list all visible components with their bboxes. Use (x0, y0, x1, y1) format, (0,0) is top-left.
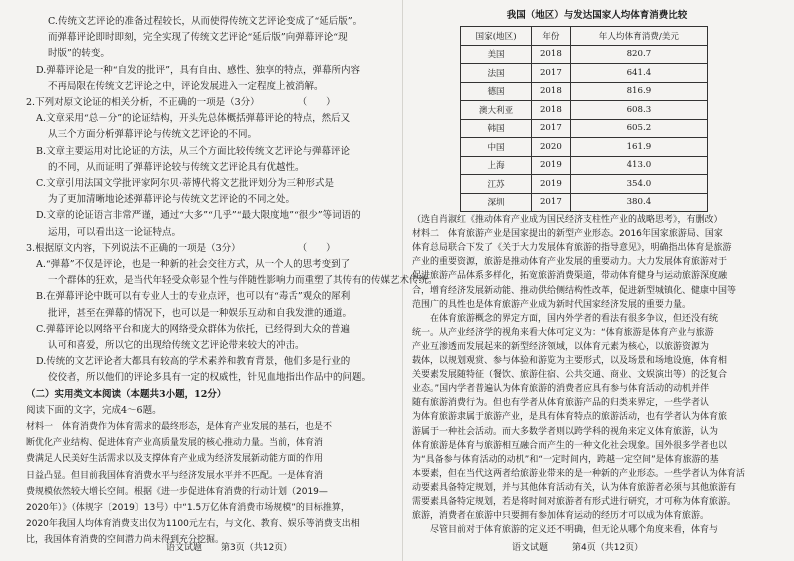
table-row (461, 45, 708, 64)
text-line: 批评，甚至在弹幕的情况下，也可以是一种娱乐互动和自我发泄的通道。 (48, 307, 353, 319)
text-line: C.传统文艺评论的准备过程较长，从而使得传统文艺评论变成了“延后版”。 (48, 16, 363, 27)
table-cell: 816.9 (570, 82, 707, 101)
text-line: 在体育旅游概念的界定方面，国内外学者的看法有很多争议，但还没有统 (412, 313, 719, 324)
text-line: 认可和喜爱，所以它的出现给传统文艺评论带来较大的冲击。 (48, 340, 305, 351)
text-line: 为体育旅游隶属于旅游产业，是具有体育特点的旅游活动，也有学者认为体育旅 (412, 412, 728, 423)
text-line: 2020年我国人均体育消费支出仅为1100元左右，与文化、教育、娱乐等消费支出相 (26, 519, 360, 530)
text-line: D.弹幕评论是一种“自发的批评”，具有自由、感性、独享的特点，弹幕所内容 (36, 64, 361, 76)
left-footer-title: 语文试题 (166, 543, 203, 553)
text-line: 促进旅游产品体系多样化，拓宽旅游消费渠道，带动体育健身与运动旅游深度融 (412, 271, 728, 282)
table-cell: 江苏 (461, 175, 532, 194)
table-cell: 法国 (461, 64, 532, 83)
text-line: C.弹幕评论以网络平台和庞大的网络受众群体为依托，已经得到大众的普遍 (36, 323, 350, 335)
table-row (461, 156, 708, 175)
table-header-cell: 国家(地区) (461, 27, 532, 46)
table-header-row (461, 27, 708, 46)
text-line: B.在弹幕评论中既可以有专业人士的专业点评，也可以有“毒舌”观众的犀利 (36, 291, 351, 303)
table-cell: 605.2 (570, 119, 707, 138)
table-row (461, 101, 708, 120)
table-header-cell: 年人均体育消费/美元 (570, 27, 707, 46)
table-cell: 2018 (532, 45, 571, 64)
table-cell: 2019 (532, 175, 571, 194)
table-header-cell: 年份 (532, 27, 571, 46)
table-cell: 380.4 (570, 193, 707, 212)
right-footer-title: 语文试题 (512, 543, 549, 553)
table-cell: 161.9 (570, 138, 707, 157)
text-line: C.文章引用法国文学批评家阿尔贝·蒂博代将文艺批评划分为三种形式是 (36, 178, 334, 189)
table-row (461, 82, 708, 101)
right-page (412, 0, 782, 561)
text-line: 旅游，消费者在旅游中只要拥有参加体育运动的经历才可以成为体育旅游。 (412, 511, 710, 522)
text-line: 从三个方面分析弹幕评论与传统文艺评论的不同。 (48, 129, 258, 141)
table-cell: 美国 (461, 45, 532, 64)
text-line: 日益凸显。但目前我国体育消费水平与经济发展水平并不匹配。一是体育消 (26, 470, 324, 481)
table-cell: 354.0 (570, 175, 707, 194)
table-cell: 韩国 (461, 119, 532, 138)
text-line: 佼佼者，所以他们的评论多具有一定的权威性，针见血地指出作品中的问题。 (48, 372, 372, 384)
table-cell: 2017 (532, 64, 571, 83)
text-line: 2020年）》（体规字〔2019〕13号）中“1.5万亿体育消费市场规模”的目标推算， (26, 503, 350, 513)
text-line: D.传统的文艺评论者大都具有较高的学术素养和教育背景，他们多是行业的 (36, 356, 351, 368)
table-cell: 2019 (532, 156, 571, 175)
left-footer-page: 第3页（共12页） (221, 543, 293, 553)
text-line: 随有旅游消费行为。但也有学者从体育旅游产品的归类来界定，一些学者认 (412, 398, 710, 409)
text-line: 尽管目前对于体育旅游的定义还不明确，但无论从哪个角度来看，体育与 (412, 525, 719, 536)
text-line: 费满足人民美好生活需求以及支撑体育产业成为经济发展新动能方面的作用 (26, 454, 324, 465)
text-line: 材料二 体育旅游产业是国家提出的新型产业形态。2016年国家旅游局、国家 (412, 229, 723, 240)
text-line: 合，增育经济发展新动能、推动供给侧结构性改革，促进新型城镇化、健康中国等 (412, 285, 737, 296)
table-row (461, 138, 708, 157)
text-line: 2.下列对原文论证的相关分析，不正确的一项是（3分） （ ） (26, 97, 336, 108)
text-line: 而弹幕评论即时即刻，完全实现了传统文艺评论“延后版”向弹幕评论“现 (48, 32, 348, 44)
table-cell: 413.0 (570, 156, 707, 175)
text-line: 统一。从产业经济学的视角来看大体可定义为：“体育旅游是体育产业与旅游 (412, 327, 714, 338)
table-row (461, 119, 708, 138)
text-line: 为了更加清晰地论述弹幕评论与传统文艺评论的不同之处。 (48, 194, 296, 206)
text-line: 体育总局联合下发了《关于大力发展体育旅游的指导意见》，明确指出体育是旅游 (412, 243, 732, 254)
table-cell: 德国 (461, 82, 532, 101)
table-cell: 2018 (532, 82, 571, 101)
text-line: 比，我国体育消费的空间潜力尚未得到充分挖掘。 (26, 535, 225, 546)
text-line: 运用，可以看出这一论证特点。 (48, 226, 182, 238)
table-cell: 2020 (532, 138, 571, 157)
text-line: D.文章的论证语言非常严谨，通过“大多”“几乎”“最大限度地”“很少”等词语的 (36, 210, 361, 222)
table-cell: 641.4 (570, 64, 707, 83)
text-line: 本要素，但在当代这两者给旅游业带来的是一种新的产业形态。一些学者认为体育活 (412, 468, 746, 479)
text-line: 关要素发展随特征（餐饮、旅游住宿、公共交通、商业、文娱演出等）的泛复合 (412, 370, 728, 381)
table-title: 我国（地区）与发达国家人均体育消费比较 (506, 10, 688, 21)
text-line: 业态。”国内学者普遍认为体育旅游的消费者应具有参与体育活动的动机并伴 (412, 384, 710, 395)
text-line: 材料一 体育消费作为体育需求的最终形态，是体育产业发展的基石，也是不 (26, 422, 333, 432)
text-line: 产业互渗透而发展起来的新型经济领域，以体育元素为核心，以旅游资源为 (412, 341, 710, 352)
table-cell: 608.3 (570, 101, 707, 120)
text-line: 断优化产业结构、促进体育产业高质量发展的核心推动力量。当前，体育消 (26, 438, 324, 449)
text-line: A.“弹幕”不仅是评论，也是一种新的社会交往方式，从一个人的思考变到了 (36, 259, 351, 270)
text-line: （二）实用类文本阅读（本题共3小题，12分） (26, 388, 227, 400)
table-cell: 2017 (532, 119, 571, 138)
table-row (461, 175, 708, 194)
table-cell: 澳大利亚 (461, 101, 532, 120)
table-cell: 上海 (461, 156, 532, 175)
table-cell: 中国 (461, 138, 532, 157)
text-line: 游属于一种社会活动。而大多数学者则以跨学科的视角来定义体育旅游，认为 (412, 426, 719, 437)
text-line: 一个群体的狂欢，是当代年轻受众彰显个性与伴随性影响力而重塑了其传有的传媒艺术传统。 (48, 275, 438, 287)
text-line: 为“具备参与体育活动的动机”和“一定时间内，跨越一定空间”是体育旅游的基 (412, 454, 719, 465)
text-line: 载体，以规划观赏、参与体验和游览为主要形式，以及场景和场地设施，体育相 (412, 356, 728, 366)
table-cell: 深圳 (461, 193, 532, 212)
text-line: 的不同，从而证明了弹幕评论较与传统文艺评论具有优越性。 (48, 161, 305, 173)
table-cell: 2017 (532, 193, 571, 212)
text-line: 不再局限在传统文艺评论之中，评论发展进入一定程度上被消解。 (48, 80, 324, 92)
consumption-table (460, 26, 708, 212)
text-line: 需要素具备特定规划，若是将时间对旅游者有形式进行研究，才可称为体育旅游。 (412, 497, 737, 507)
text-line: 3.根据原文内容，下列说法不正确的一项是（3分） （ ） (26, 242, 336, 254)
text-line: 体育旅游是体育与旅游相互融合而产生的一种文化社会现象。国外很多学者也以 (412, 440, 728, 451)
left-page (26, 0, 438, 561)
text-line: 费规模依然较大增长空间。根据《进一步促进体育消费的行动计划（2019— (26, 486, 328, 497)
text-line: 阅读下面的文字，完成4～6题。 (26, 404, 162, 416)
table-row (461, 193, 708, 212)
text-line: 动要素具备特定规划，并与其他体育活动有关，认为体育旅游者必须与其他旅游有 (412, 482, 737, 493)
text-line: （选自肖淑红《推动体育产业成为国民经济支柱性产业的战略思考》，有删改） (412, 215, 723, 225)
table-cell: 820.7 (570, 45, 707, 64)
text-line: 产业的重要资源，旅游是推动体育产业发展的重要动力。大力发展体育旅游对于 (412, 257, 728, 268)
text-line: 时版”的转变。 (48, 48, 110, 60)
right-footer-page: 第4页（共12页） (572, 543, 644, 553)
text-line: B.文章主要运用对比论证的方法，从三个方面比较传统文艺评论与弹幕评论 (36, 145, 351, 157)
text-line: 范围广的具性也是体育旅游产业成为新时代国家经济发展的重要力量。 (412, 299, 692, 310)
text-line: A.文章采用“总－分”的论证结构，开头先总体概括弹幕评论的特点，然后又 (36, 113, 351, 125)
table-row (461, 64, 708, 83)
table-cell: 2018 (532, 101, 571, 120)
